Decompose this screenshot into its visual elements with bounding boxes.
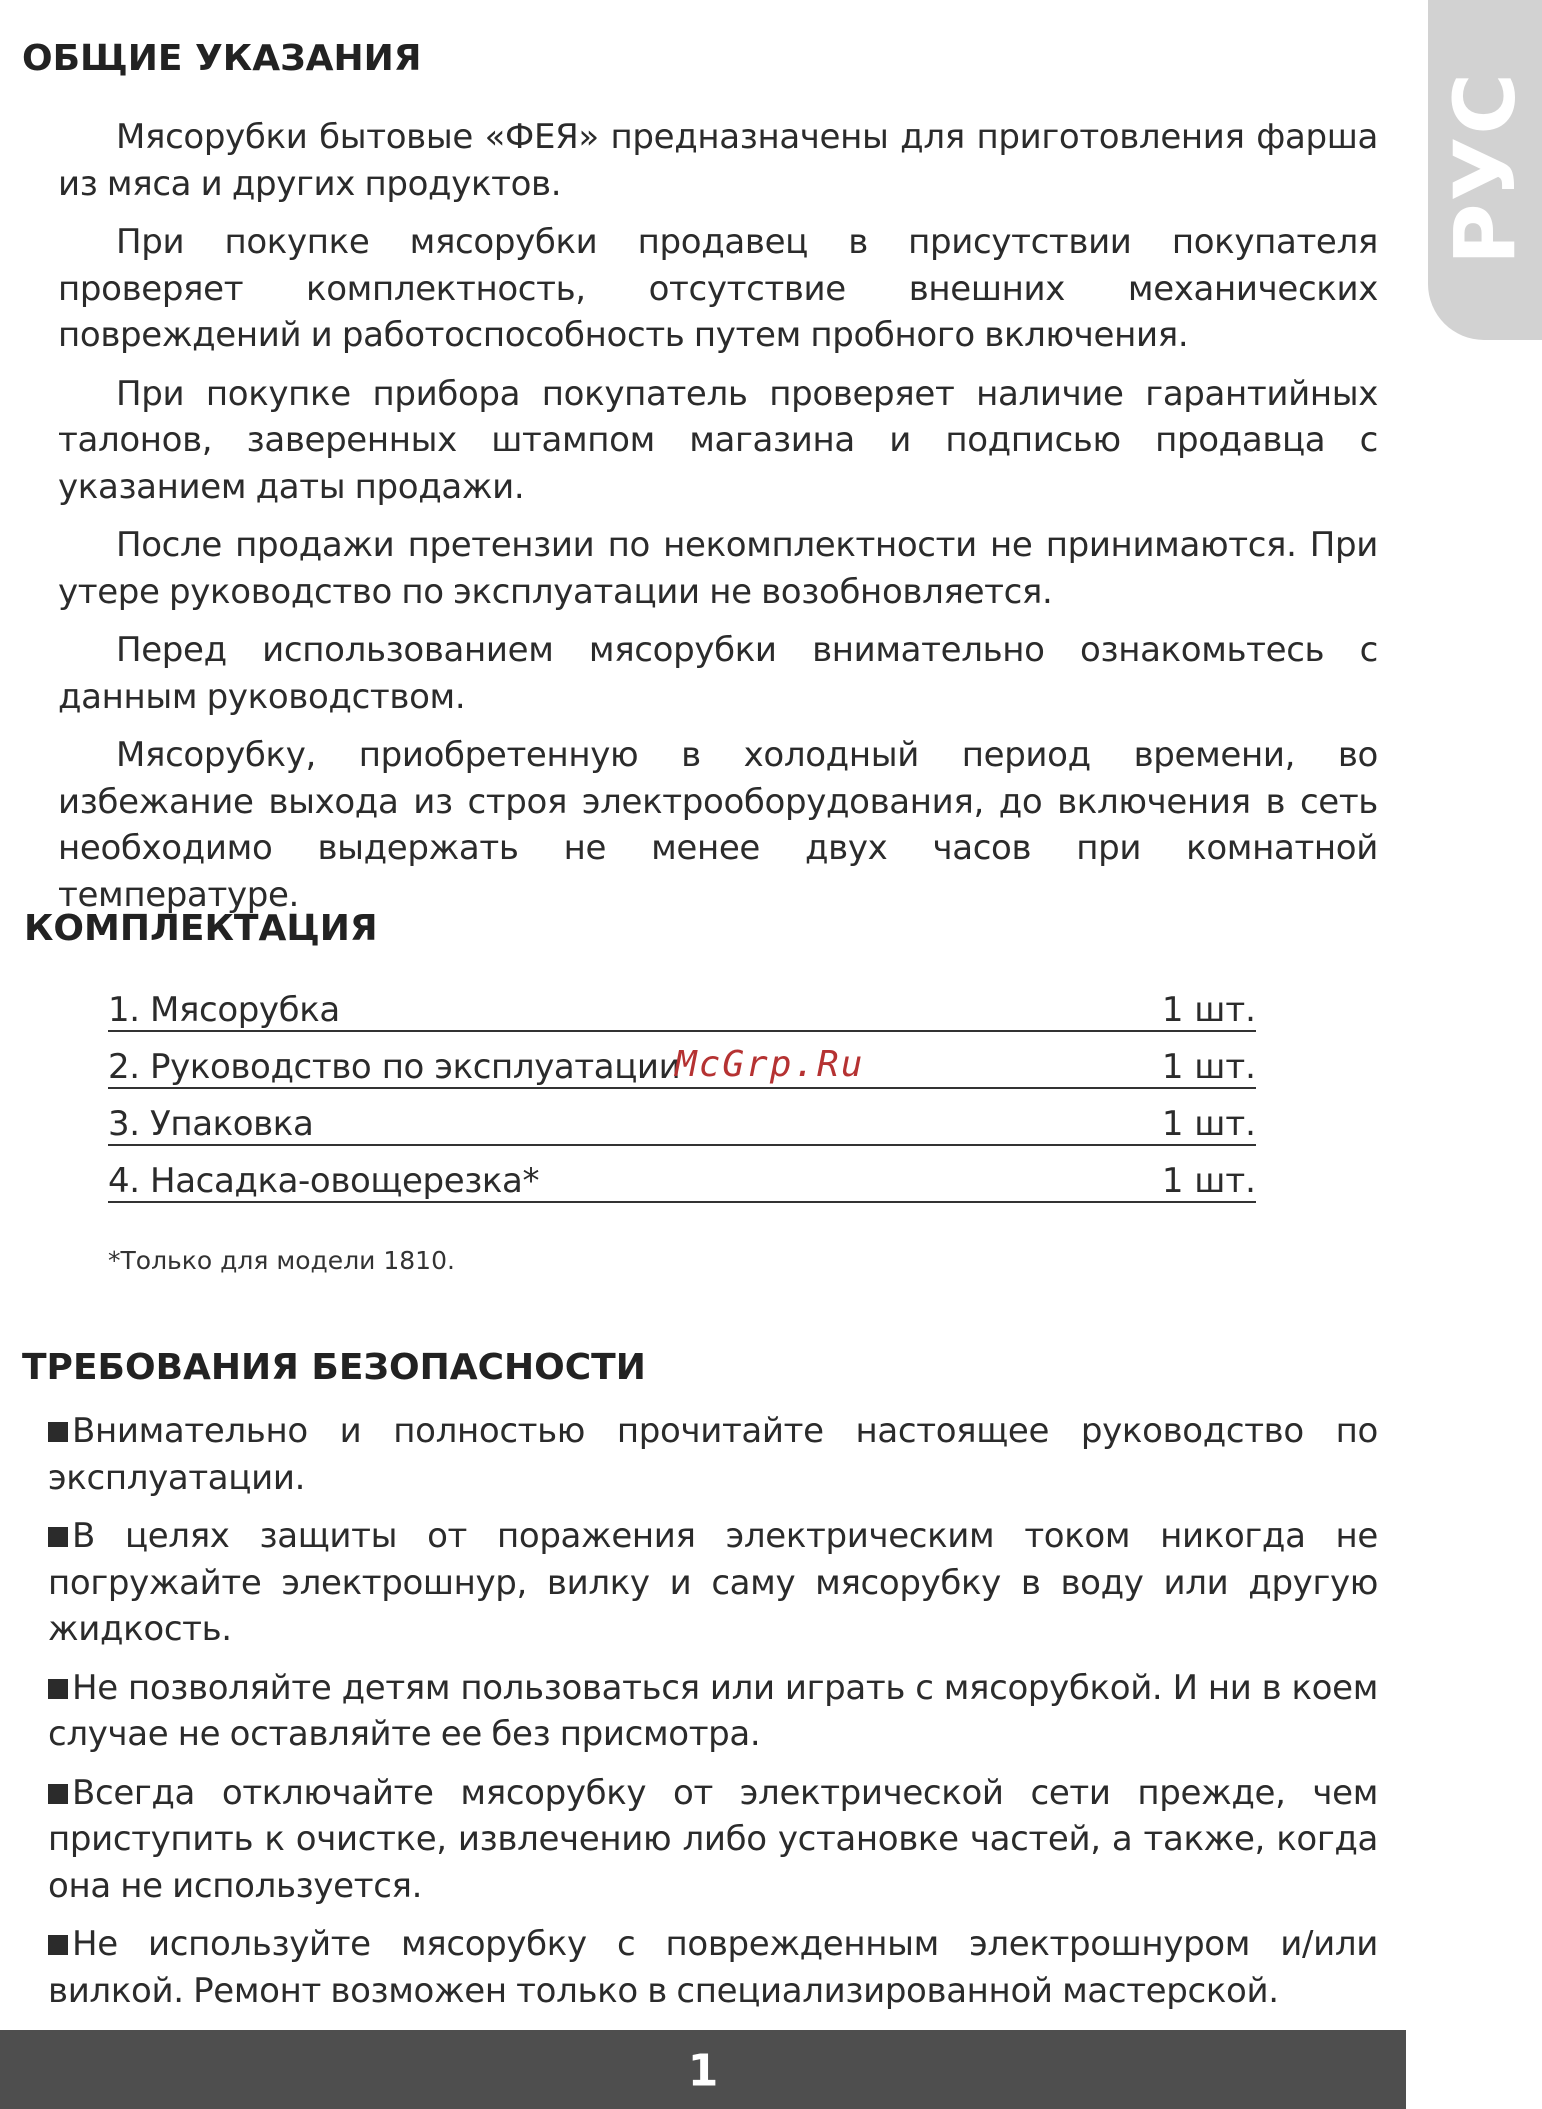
safety-item	[48, 1921, 1378, 2014]
kit-item	[108, 975, 1256, 1032]
general-paragraph: После продажи претензии по некомплектности не принимаются. При утере руководство по эксплуатации не возобновляется.	[58, 525, 1378, 612]
kit-list	[108, 975, 1256, 1203]
page-number: 1	[687, 2045, 719, 2097]
safety-item	[48, 1408, 1378, 1501]
kit-item	[108, 1146, 1256, 1203]
general-paragraph: При покупке мясорубки продавец в присутствии покупателя проверяет комплектность, отсутствие внешних механических повреждений и работоспособность путем пробного включения.	[58, 222, 1378, 355]
watermark: McGrp.Ru	[675, 1044, 865, 1085]
kit-item	[108, 1089, 1256, 1146]
safety-item	[48, 1513, 1378, 1653]
language-tab-label: РУС	[1436, 71, 1534, 265]
bullet-square-icon	[48, 1784, 68, 1804]
kit-item-qty: 1 шт.	[1161, 1047, 1256, 1087]
kit-item-label: 2. Руководство по эксплуатации	[108, 1047, 681, 1087]
safety-section	[48, 1408, 1378, 2026]
kit-item-qty: 1 шт.	[1161, 1161, 1256, 1201]
safety-item	[48, 1770, 1378, 1910]
bullet-square-icon	[48, 1422, 68, 1442]
kit-footnote: *Только для модели 1810.	[108, 1246, 455, 1275]
general-paragraph: Мясорубки бытовые «ФЕЯ» предназначены для приготовления фарша из мяса и других продуктов.	[58, 117, 1378, 204]
safety-item-text: Внимательно и полностью прочитайте настоящее руководство по эксплуатации.	[48, 1411, 1378, 1498]
general-section	[58, 114, 1378, 930]
safety-item	[48, 1665, 1378, 1758]
safety-item-text: Не позволяйте детям пользоваться или играть с мясорубкой. И ни в коем случае не оставляйте ее без присмотра.	[48, 1667, 1378, 1754]
bullet-square-icon	[48, 1935, 68, 1955]
page-footer	[0, 2030, 1406, 2109]
general-paragraph: При покупке прибора покупатель проверяет наличие гарантийных талонов, заверенных штампом магазина и подписью продавца с указанием даты продажи.	[58, 373, 1378, 507]
language-tab	[1428, 0, 1542, 340]
kit-item-qty: 1 шт.	[1161, 1104, 1256, 1144]
safety-heading: ТРЕБОВАНИЯ БЕЗОПАСНОСТИ	[22, 1347, 646, 1388]
kit-item-label: 4. Насадка-овощерезка*	[108, 1161, 540, 1201]
kit-heading: КОМПЛЕКТАЦИЯ	[24, 908, 378, 949]
general-heading: ОБЩИЕ УКАЗАНИЯ	[22, 38, 422, 79]
kit-item-label: 3. Упаковка	[108, 1104, 314, 1144]
bullet-square-icon	[48, 1527, 68, 1547]
safety-item-text: Всегда отключайте мясорубку от электрической сети прежде, чем приступить к очистке, извлечению либо установке частей, а также, когда она не используется.	[48, 1772, 1378, 1906]
kit-item-label: 1. Мясорубка	[108, 990, 340, 1030]
general-paragraph: Мясорубку, приобретенную в холодный период времени, во избежание выхода из строя электрооборудования, до включения в сеть необходимо выдержать не менее двух часов при комнатной температуре.	[58, 735, 1378, 915]
safety-item-text: В целях защиты от поражения электрическим током никогда не погружайте электрошнур, вилку и саму мясорубку в воду или другую жидкость.	[48, 1516, 1378, 1649]
bullet-square-icon	[48, 1679, 68, 1699]
general-paragraph: Перед использованием мясорубки внимательно ознакомьтесь с данным руководством.	[58, 630, 1378, 717]
kit-item	[108, 1032, 1256, 1089]
kit-item-qty: 1 шт.	[1161, 990, 1256, 1030]
safety-item-text: Не используйте мясорубку с поврежденным электрошнуром и/или вилкой. Ремонт возможен только в специализированной мастерской.	[48, 1924, 1378, 2011]
